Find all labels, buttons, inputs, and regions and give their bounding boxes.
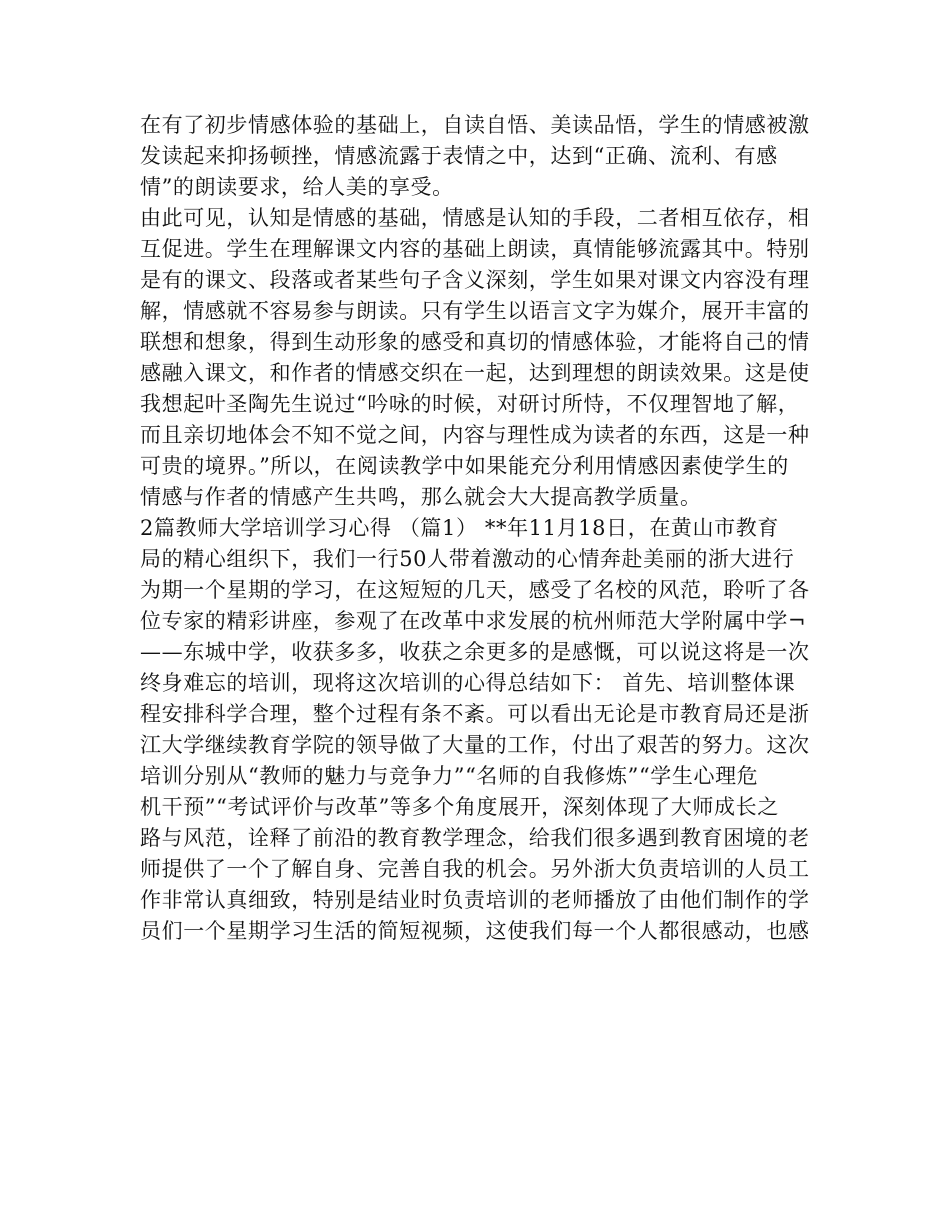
text-line-4: 由此可见，认知是情感的基础，情感是认知的手段，二者相互依存，相 bbox=[140, 206, 810, 230]
text-line-2: 发读起来抑扬顿挫，情感流露于表情之中，达到“正确、流利、有感 bbox=[140, 144, 778, 168]
text-line-27: 员们一个星期学习生活的简短视频，这使我们每一个人都很感动，也感 bbox=[140, 919, 810, 943]
text-line-15: 局的精心组织下，我们一行50人带着激动的心情奔赴美丽的浙大进行 bbox=[140, 547, 795, 571]
text-line-23: 机干预”“考试评价与改革”等多个角度展开，深刻体现了大师成长之 bbox=[140, 795, 779, 819]
text-line-8: 联想和想象，得到生动形象的感受和真切的情感体验，才能将自己的情 bbox=[140, 330, 810, 354]
text-line-24: 路与风范，诠释了前沿的教育教学理念，给我们很多遇到教育困境的老 bbox=[140, 826, 810, 850]
text-line-1: 在有了初步情感体验的基础上，自读自悟、美读品悟，学生的情感被激 bbox=[140, 113, 810, 137]
text-line-20: 程安排科学合理，整个过程有条不紊。可以看出无论是市教育局还是浙 bbox=[140, 702, 810, 726]
text-line-7: 解，情感就不容易参与朗读。只有学生以语言文字为媒介，展开丰富的 bbox=[140, 299, 810, 323]
text-line-25: 师提供了一个了解自身、完善自我的机会。另外浙大负责培训的人员工 bbox=[140, 857, 810, 881]
text-line-16: 为期一个星期的学习，在这短短的几天，感受了名校的风范，聆听了各 bbox=[140, 578, 810, 602]
text-line-10: 我想起叶圣陶先生说过“吟咏的时候，对研讨所恃，不仅理智地了解， bbox=[140, 392, 800, 416]
text-line-5: 互促进。学生在理解课文内容的基础上朗读，真情能够流露其中。特别 bbox=[140, 237, 810, 261]
text-line-11: 而且亲切地体会不知不觉之间，内容与理性成为读者的东西，这是一种 bbox=[140, 423, 810, 447]
text-line-26: 作非常认真细致，特别是结业时负责培训的老师播放了由他们制作的学 bbox=[140, 888, 810, 912]
document-body bbox=[140, 110, 820, 947]
text-line-17: 位专家的精彩讲座，参观了在改革中求发展的杭州师范大学附属中学¬ bbox=[140, 609, 807, 633]
text-line-13: 情感与作者的情感产生共鸣，那么就会大大提高教学质量。 bbox=[140, 485, 702, 509]
text-line-22: 培训分别从“教师的魅力与竞争力”“名师的自我修炼”“学生心理危 bbox=[140, 764, 759, 788]
text-line-6: 是有的课文、段落或者某些句子含义深刻，学生如果对课文内容没有理 bbox=[140, 268, 810, 292]
text-line-19: 终身难忘的培训，现将这次培训的心得总结如下： 首先、培训整体课 bbox=[140, 671, 796, 695]
text-line-18: ——东城中学，收获多多，收获之余更多的是感慨，可以说这将是一次 bbox=[140, 640, 810, 664]
text-line-9: 感融入课文，和作者的情感交织在一起，达到理想的朗读效果。这是使 bbox=[140, 361, 810, 385]
text-line-14: 2篇教师大学培训学习心得 （篇1） **年11月18日，在黄山市教育 bbox=[140, 516, 779, 540]
text-line-3: 情”的朗读要求，给人美的享受。 bbox=[140, 175, 454, 199]
text-line-12: 可贵的境界。”所以，在阅读教学中如果能充分利用情感因素使学生的 bbox=[140, 454, 789, 478]
text-line-21: 江大学继续教育学院的领导做了大量的工作，付出了艰苦的努力。这次 bbox=[140, 733, 810, 757]
